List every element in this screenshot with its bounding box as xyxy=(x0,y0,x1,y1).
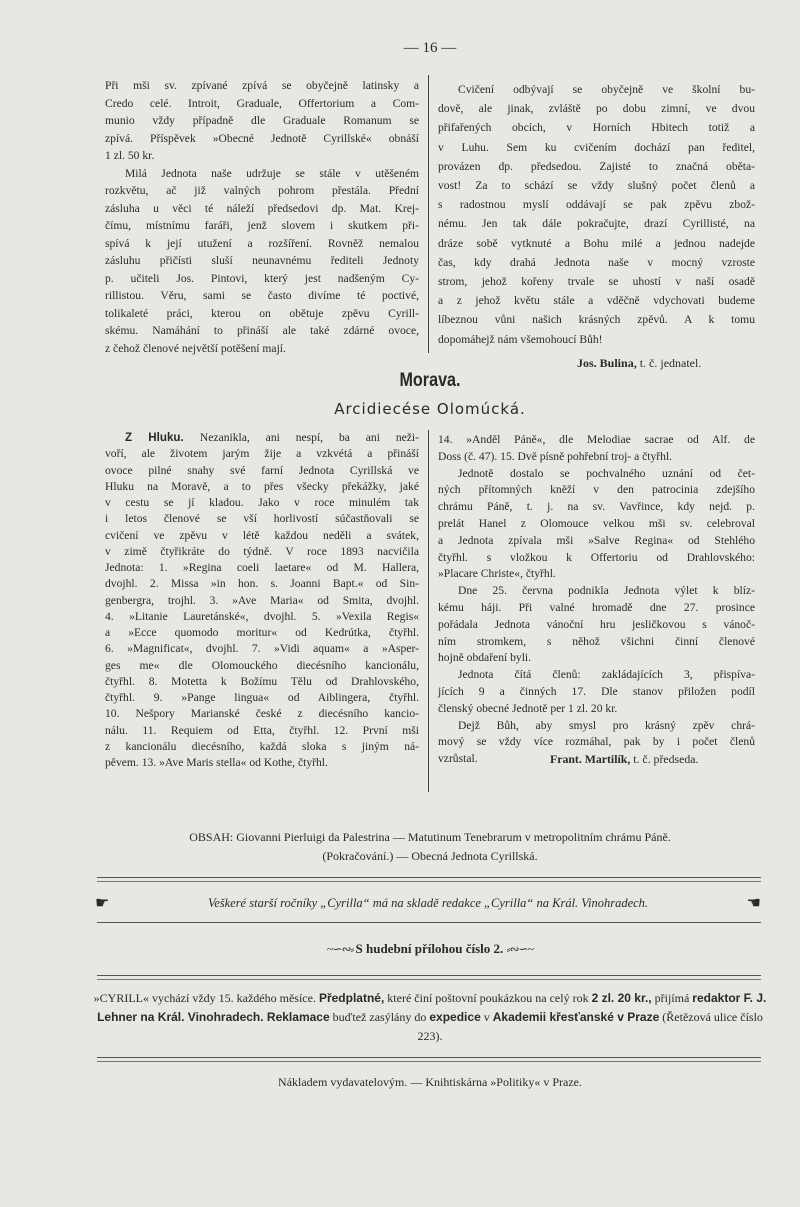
text-line: genbergra, trojhl. 3. »Ave Maria« od Smita, dvojhl. xyxy=(105,593,419,607)
text-line: Jednotě dostalo se pochvalného uznání od čet- xyxy=(458,466,755,480)
column-divider xyxy=(428,430,429,792)
text-line: voří, ale životem jarým žije a vzkvétá a přináší xyxy=(105,447,419,461)
text: v xyxy=(480,1010,493,1024)
text-line: 6. »Magnificat«, dvojhl. 7. »Vidi aquam« a »Asper- xyxy=(105,642,419,656)
hluku-report xyxy=(105,430,419,771)
pointing-hand-left-icon: ☚ xyxy=(746,895,761,912)
text-line: cvičení ve zpěvu v létě každou neděli a svátek, xyxy=(105,528,419,542)
text-line: a z jehož květu stále a vděčně vdychovati budeme xyxy=(438,294,755,308)
text-line: dráze sobě vytknuté a Bohu milé a jednou nadejde xyxy=(438,236,755,250)
text-line: 14. »Anděl Páně«, dle Melodiae sacrae od Alf. de xyxy=(438,433,755,446)
bottom-left-column xyxy=(105,430,419,771)
text-line: munio vždy případně dle Graduale Romanum se xyxy=(105,114,419,127)
text-line: zásluha u věci té náleží předsedovi dp. Mat. Krej- xyxy=(105,201,419,215)
text-line: ných přítomných kněží v den patrocinia zdejšího xyxy=(438,483,755,497)
text-line: a »Ecce quomodo moritur« od Kedrútka, čtyřhl. xyxy=(105,626,419,639)
double-rule xyxy=(97,975,761,980)
text-line: 1 zl. 50 kr. xyxy=(105,149,155,162)
text-line: tolikaleté práci, kterou on obětuje zpěvu Cyrill- xyxy=(105,306,419,320)
text-line: dově, ale jinak, zvláště po dobu zimní, ve dvou xyxy=(438,102,755,116)
flourish-right-icon: ⸗∾∽~ xyxy=(506,942,534,956)
text-line: nému. Jen tak dále pokračujte, drazí Cyrillisté, na xyxy=(438,217,755,231)
text-line: spívá k její utužení a rozšíření. Rovněž nemalou xyxy=(105,236,419,250)
text-line: skému. Namáhání to přináší ale také zdárné ovoce, xyxy=(105,324,419,337)
text-line: Milá Jednota naše udržuje se stále v utěšeném xyxy=(125,166,419,180)
text-line: v Luhu. Sem ku cvičením dochází pan ředitel, xyxy=(438,140,755,154)
text-line: Dne 25. června podnikla Jednota výlet k blíz- xyxy=(458,584,755,598)
text-line: Dejž Bůh, aby smysl pro krásný zpěv chrá- xyxy=(458,718,755,732)
text-line: pěvem. 13. »Ave Maris stella« od Kothe, čtyřhl. xyxy=(105,756,328,769)
double-rule xyxy=(97,1057,761,1062)
text-line: členský obecné Jednotě per 1 zl. 20 kr. xyxy=(438,701,618,715)
text-line: 4. »Litanie Lauretánské«, dvojhl. 5. »Vexila Regis« xyxy=(105,609,419,623)
bold-text: Předplatné, xyxy=(318,991,385,1005)
text-line: Z Hluku. Nezanikla, ani nespí, ba ani neži- xyxy=(125,431,419,444)
text-line: Credo celé. Introit, Graduale, Offertorium a Com- xyxy=(105,96,419,110)
text-line: i letos členové se vší horlivostí súčastňovali se xyxy=(105,512,419,526)
contents-line-2: (Pokračování.) — Obecná Jednota Cyrillská. xyxy=(322,849,538,863)
signature-bulina: Jos. Bulina, t. č. jednatel. xyxy=(577,356,702,370)
bold-text: Akademii křesťanské v Praze xyxy=(492,1010,660,1024)
text-line: rillistou. Věru, sami se často divíme té poctivé, xyxy=(105,289,419,302)
text-line: ním stromkem, s něhož všichni činní členové xyxy=(438,634,755,648)
bold-text: expedice xyxy=(429,1010,481,1024)
bold-text: 2 zl. 20 kr., xyxy=(591,991,652,1005)
text: (Řetězová ulice číslo 223). xyxy=(417,1010,763,1043)
text-line: s radostnou myslí oddávají se pak zpěvu zbož- xyxy=(438,198,755,212)
text-line: zásluhu přičísti sluší neunavnému řediteli Jednoty xyxy=(105,254,419,267)
bottom-right-column xyxy=(438,432,755,768)
text-line: rozkvětu, ač již valných pohrom přestála. Přední xyxy=(105,184,419,197)
text-line: vzrůstal. xyxy=(438,752,478,766)
text-line: nálu. 11. Requiem od Etta, čtyřhl. 12. První mši xyxy=(105,723,419,737)
notice-row xyxy=(95,893,761,913)
text-line: čas, kdy drahá Jednota naše v mocný vzroste xyxy=(438,255,755,269)
text-line: Jednota: 1. »Regina coeli laetare« od M. Hallera, xyxy=(105,561,419,574)
top-right-column xyxy=(438,80,755,349)
text-line: kému háji. Při valné hromadě dne 27. prosince xyxy=(438,600,755,614)
text-line: líbeznou vůni našich krásných zpěvů. A k tomu xyxy=(438,313,755,327)
music-supplement-row xyxy=(90,941,770,957)
text-line: v cestu se jí kladou. Jako v roce minulém tak xyxy=(105,496,419,509)
text: buďtež zasýlány do xyxy=(329,1010,430,1024)
section-subheading: Arcidiecése Olomúcká. xyxy=(334,400,526,418)
text-line: a Jednota zpívala mši »Salve Regina« od Stehlého xyxy=(438,533,755,547)
text-line: dvojhl. 2. Missa »in hon. s. Joanni Bapt.« od Sin- xyxy=(105,577,419,591)
column-divider xyxy=(428,75,429,353)
imprint: Nákladem vydavatelovým. — Knihtiskárna »Politiky« v Praze. xyxy=(278,1075,582,1089)
contents-line-1: OBSAH: Giovanni Pierluigi da Palestrina — Matutinum Tenebrarum v metropolitním chrámu Páně. xyxy=(189,830,671,844)
text-line: p. učiteli Jos. Pintovi, který jest nadšeným Cy- xyxy=(105,271,419,285)
double-rule xyxy=(97,877,761,882)
section-heading: Morava. xyxy=(399,370,461,391)
flourish-left-icon: ~∽∾⸗ xyxy=(326,942,356,956)
text-line: Hluku na Moravě, a to přes všecky překážky, jaké xyxy=(105,479,419,493)
page-number: — 16 — xyxy=(403,40,457,56)
text-line: čímu, místnímu faráři, jenž slovem i skutkem při- xyxy=(105,219,419,232)
signature-martilik: Frant. Martilík, t. č. předseda. xyxy=(550,752,699,766)
text-line: 10. Nešpory Marianské české z diecésního kancio- xyxy=(105,707,419,721)
text-line: Při mši sv. zpívané zpívá se obyčejně latinsky a xyxy=(105,79,419,92)
bold-text: redaktor F. J. Lehner na Král. Vinohradech. Reklamace xyxy=(97,991,767,1024)
report-location: Z Hluku. xyxy=(125,431,200,444)
text-line: čtyřhl. 9. »Pange lingua« od Aiblingera, čtyřhl. xyxy=(105,691,419,704)
rule xyxy=(97,922,761,923)
text-line: z kancionálu diecésního, každá sloka s jiným ná- xyxy=(105,739,419,753)
text-line: hojně obdaření byli. xyxy=(438,651,532,665)
text-line: strom, jehož kořeny trvale se uhostí v naší osadě xyxy=(438,275,755,289)
text-line: mový se vždy více rozmáhal, pak by i počet členů xyxy=(438,735,755,749)
text-line: čtyřhl. s vložkou k Offertoriu od Drahlovského: xyxy=(438,550,755,564)
text: které činí poštovní poukázkou na celý rok xyxy=(384,991,592,1005)
text-line: z čehož členové největší potěšení mají. xyxy=(105,341,286,355)
text-line: v zimě čtyřikráte do týdně. V roce 1893 nacvičila xyxy=(105,544,419,558)
music-supplement: S hudební přílohou číslo 2. xyxy=(355,941,504,956)
text: »CYRILL« vychází vždy 15. každého měsíce. xyxy=(93,991,319,1005)
pointing-hand-right-icon: ☛ xyxy=(95,895,110,912)
subscription-info xyxy=(90,989,770,1046)
text-line: Doss (č. 47). 15. Dvě písně pohřební troj- a čtyřhl. xyxy=(438,449,673,463)
text-line: pořádala Jednota vánoční hru jesličkovou s vánoč- xyxy=(438,617,755,631)
text-line: ovoce pilné snahy své farní Jednota Cyrillská ve xyxy=(105,463,419,477)
text-line: čtyřhl. 8. Motetta k Božímu Tělu od Drahlovského, xyxy=(105,674,419,688)
text-line: chrámu Páně, t. j. na sv. Vavřince, kdy nejd. p. xyxy=(438,500,755,514)
text-line: »Placare Christe«, čtyřhl. xyxy=(438,567,556,581)
text-line: jících 9 a činných 17. Dle stanov přiložen podíl xyxy=(438,684,755,698)
text-line: prelát Hanel z Olomouce velkou mši sv. celebroval xyxy=(438,516,755,530)
text-line: Jednota čítá členů: zakládajících 3, přispíva- xyxy=(458,668,755,682)
text-line: provázen dp. předsedou. Zajisté to značná oběta- xyxy=(438,159,755,173)
text-line: zpívá. Příspěvek »Obecné Jednotě Cyrillské« obnáší xyxy=(105,131,419,145)
text-line: přifařených obcích, v Horních Hbitech totiž a xyxy=(438,121,755,135)
text-line: dopomáhejž nám všemohoucí Bůh! xyxy=(438,332,603,346)
text-line: Cvičení odbývají se obyčejně ve školní bu- xyxy=(458,83,755,96)
notice-text: Veškeré starší ročníky „Cyrilla“ má na skladě redakce „Cyrilla“ na Král. Vinohradech. xyxy=(207,895,649,910)
text-line: vost! Za to schází se vždy slušný počet členů a xyxy=(438,179,755,193)
text-line: ges me« dle Olomouckého diecésního kancionálu, xyxy=(105,658,419,672)
text: přijímá xyxy=(651,991,693,1005)
top-left-column xyxy=(105,77,419,357)
